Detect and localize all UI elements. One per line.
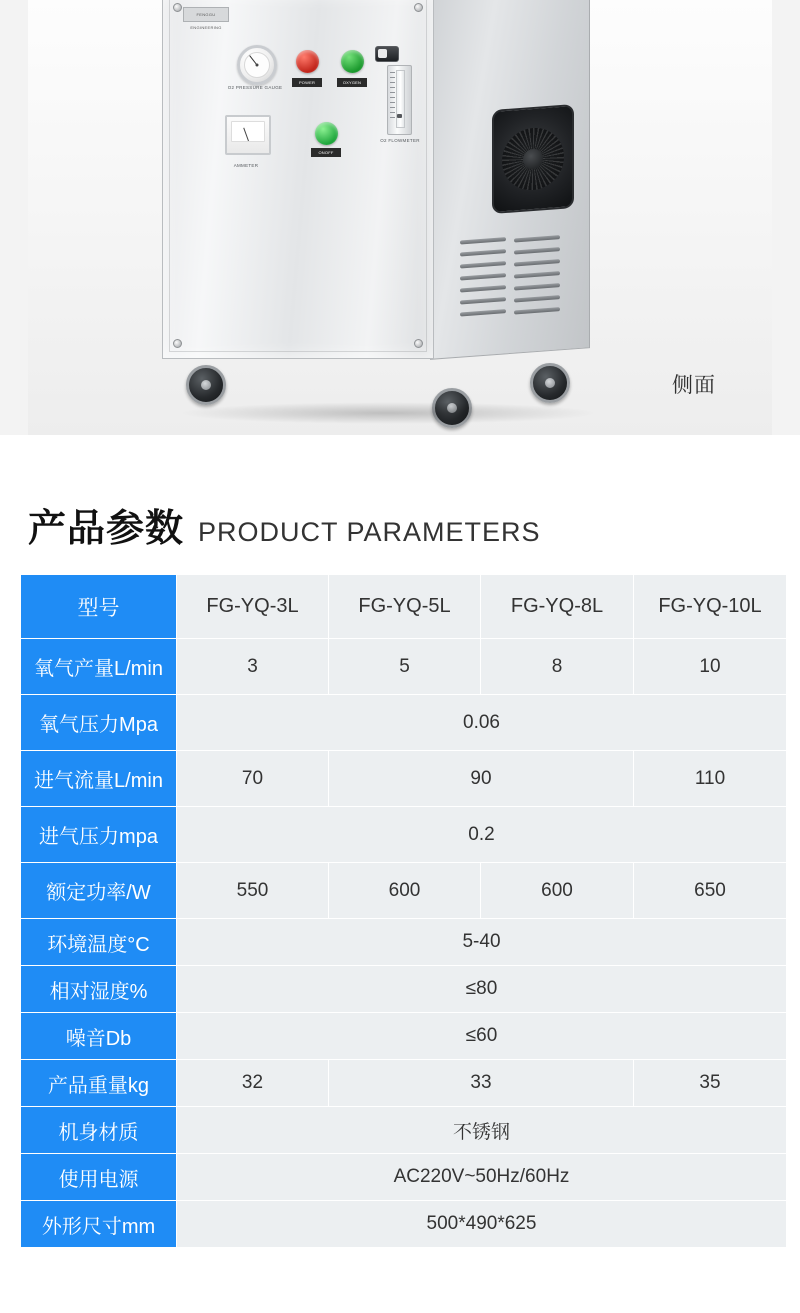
pressure-gauge-label: O2 PRESSURE GAUGE xyxy=(227,85,283,90)
table-cell: 不锈钢 xyxy=(177,1107,787,1154)
product-photo-section xyxy=(0,0,800,435)
parameters-title-cn: 产品参数 xyxy=(28,508,185,550)
row-header: 氧气产量L/min xyxy=(21,639,177,695)
oxygen-generator-machine xyxy=(162,0,587,364)
table-cell: 90 xyxy=(329,751,634,807)
flowmeter-ticks xyxy=(390,72,395,126)
table-cell: 33 xyxy=(329,1060,634,1107)
table-row xyxy=(21,575,787,639)
table-row xyxy=(21,751,787,807)
oxygen-button-label: OXYGEN xyxy=(337,78,367,87)
rocker-switch[interactable] xyxy=(375,46,399,62)
pressure-gauge-icon xyxy=(237,45,277,85)
panel-screw xyxy=(173,339,182,348)
row-header: 噪音Db xyxy=(21,1013,177,1060)
gauge-hub xyxy=(256,64,259,67)
flowmeter-float xyxy=(397,114,402,118)
row-header: 氧气压力Mpa xyxy=(21,695,177,751)
table-cell: 3 xyxy=(177,639,329,695)
row-header: 机身材质 xyxy=(21,1107,177,1154)
table-cell: 550 xyxy=(177,863,329,919)
brand-plate: FENGGU ENGINEERING xyxy=(183,7,229,22)
panel-screw xyxy=(414,339,423,348)
table-cell: 500*490*625 xyxy=(177,1201,787,1248)
table-row xyxy=(21,863,787,919)
row-header: 额定功率/W xyxy=(21,863,177,919)
photo-caption: 侧面 xyxy=(672,374,716,397)
onoff-button-label: ONOFF xyxy=(311,148,341,157)
panel-screw xyxy=(173,3,182,12)
table-row xyxy=(21,807,787,863)
row-header: 外形尺寸mm xyxy=(21,1201,177,1248)
row-header: 相对湿度% xyxy=(21,966,177,1013)
row-header: 进气流量L/min xyxy=(21,751,177,807)
table-cell: 5-40 xyxy=(177,919,787,966)
row-header: 环境温度°C xyxy=(21,919,177,966)
table-cell: FG-YQ-3L xyxy=(177,575,329,639)
ammeter-label: AMMETER xyxy=(233,163,259,168)
parameters-table xyxy=(20,574,787,1248)
table-cell: 650 xyxy=(634,863,787,919)
flowmeter-label: O2 FLOWMETER xyxy=(380,138,420,143)
parameters-table-wrap xyxy=(20,574,788,1248)
ammeter-dial xyxy=(231,121,265,142)
table-row xyxy=(21,639,787,695)
panel-screw xyxy=(414,3,423,12)
machine-front-panel xyxy=(162,0,434,359)
table-cell: FG-YQ-8L xyxy=(481,575,634,639)
table-cell: 0.2 xyxy=(177,807,787,863)
table-cell: 10 xyxy=(634,639,787,695)
flowmeter-tube xyxy=(396,70,405,128)
table-row xyxy=(21,1013,787,1060)
table-cell: ≤60 xyxy=(177,1013,787,1060)
table-cell: FG-YQ-5L xyxy=(329,575,481,639)
row-header: 产品重量kg xyxy=(21,1060,177,1107)
ammeter-icon xyxy=(225,115,271,155)
caster-wheel xyxy=(186,365,226,405)
table-cell: 600 xyxy=(329,863,481,919)
power-button-label: POWER xyxy=(292,78,322,87)
table-cell: 600 xyxy=(481,863,634,919)
product-photo-stage xyxy=(28,0,772,435)
table-cell: AC220V~50Hz/60Hz xyxy=(177,1154,787,1201)
table-row xyxy=(21,1154,787,1201)
table-cell: 110 xyxy=(634,751,787,807)
row-header: 型号 xyxy=(21,575,177,639)
table-row xyxy=(21,695,787,751)
onoff-button[interactable] xyxy=(315,122,338,145)
parameters-heading xyxy=(0,435,800,552)
caster-wheel xyxy=(530,363,570,403)
table-cell: 8 xyxy=(481,639,634,695)
table-cell: 5 xyxy=(329,639,481,695)
table-row xyxy=(21,919,787,966)
table-cell: 32 xyxy=(177,1060,329,1107)
table-cell: FG-YQ-10L xyxy=(634,575,787,639)
parameters-title-en: PRODUCT PARAMETERS xyxy=(198,517,541,547)
table-cell: 0.06 xyxy=(177,695,787,751)
table-cell: 35 xyxy=(634,1060,787,1107)
cooling-fan-icon xyxy=(492,104,574,214)
table-row xyxy=(21,1201,787,1248)
table-cell: ≤80 xyxy=(177,966,787,1013)
machine-shadow xyxy=(178,402,598,424)
table-row xyxy=(21,966,787,1013)
ventilation-slots xyxy=(456,227,586,337)
table-row xyxy=(21,1060,787,1107)
flowmeter-icon xyxy=(387,65,412,135)
row-header: 进气压力mpa xyxy=(21,807,177,863)
power-button[interactable] xyxy=(296,50,319,73)
table-row xyxy=(21,1107,787,1154)
table-cell: 70 xyxy=(177,751,329,807)
row-header: 使用电源 xyxy=(21,1154,177,1201)
oxygen-button[interactable] xyxy=(341,50,364,73)
